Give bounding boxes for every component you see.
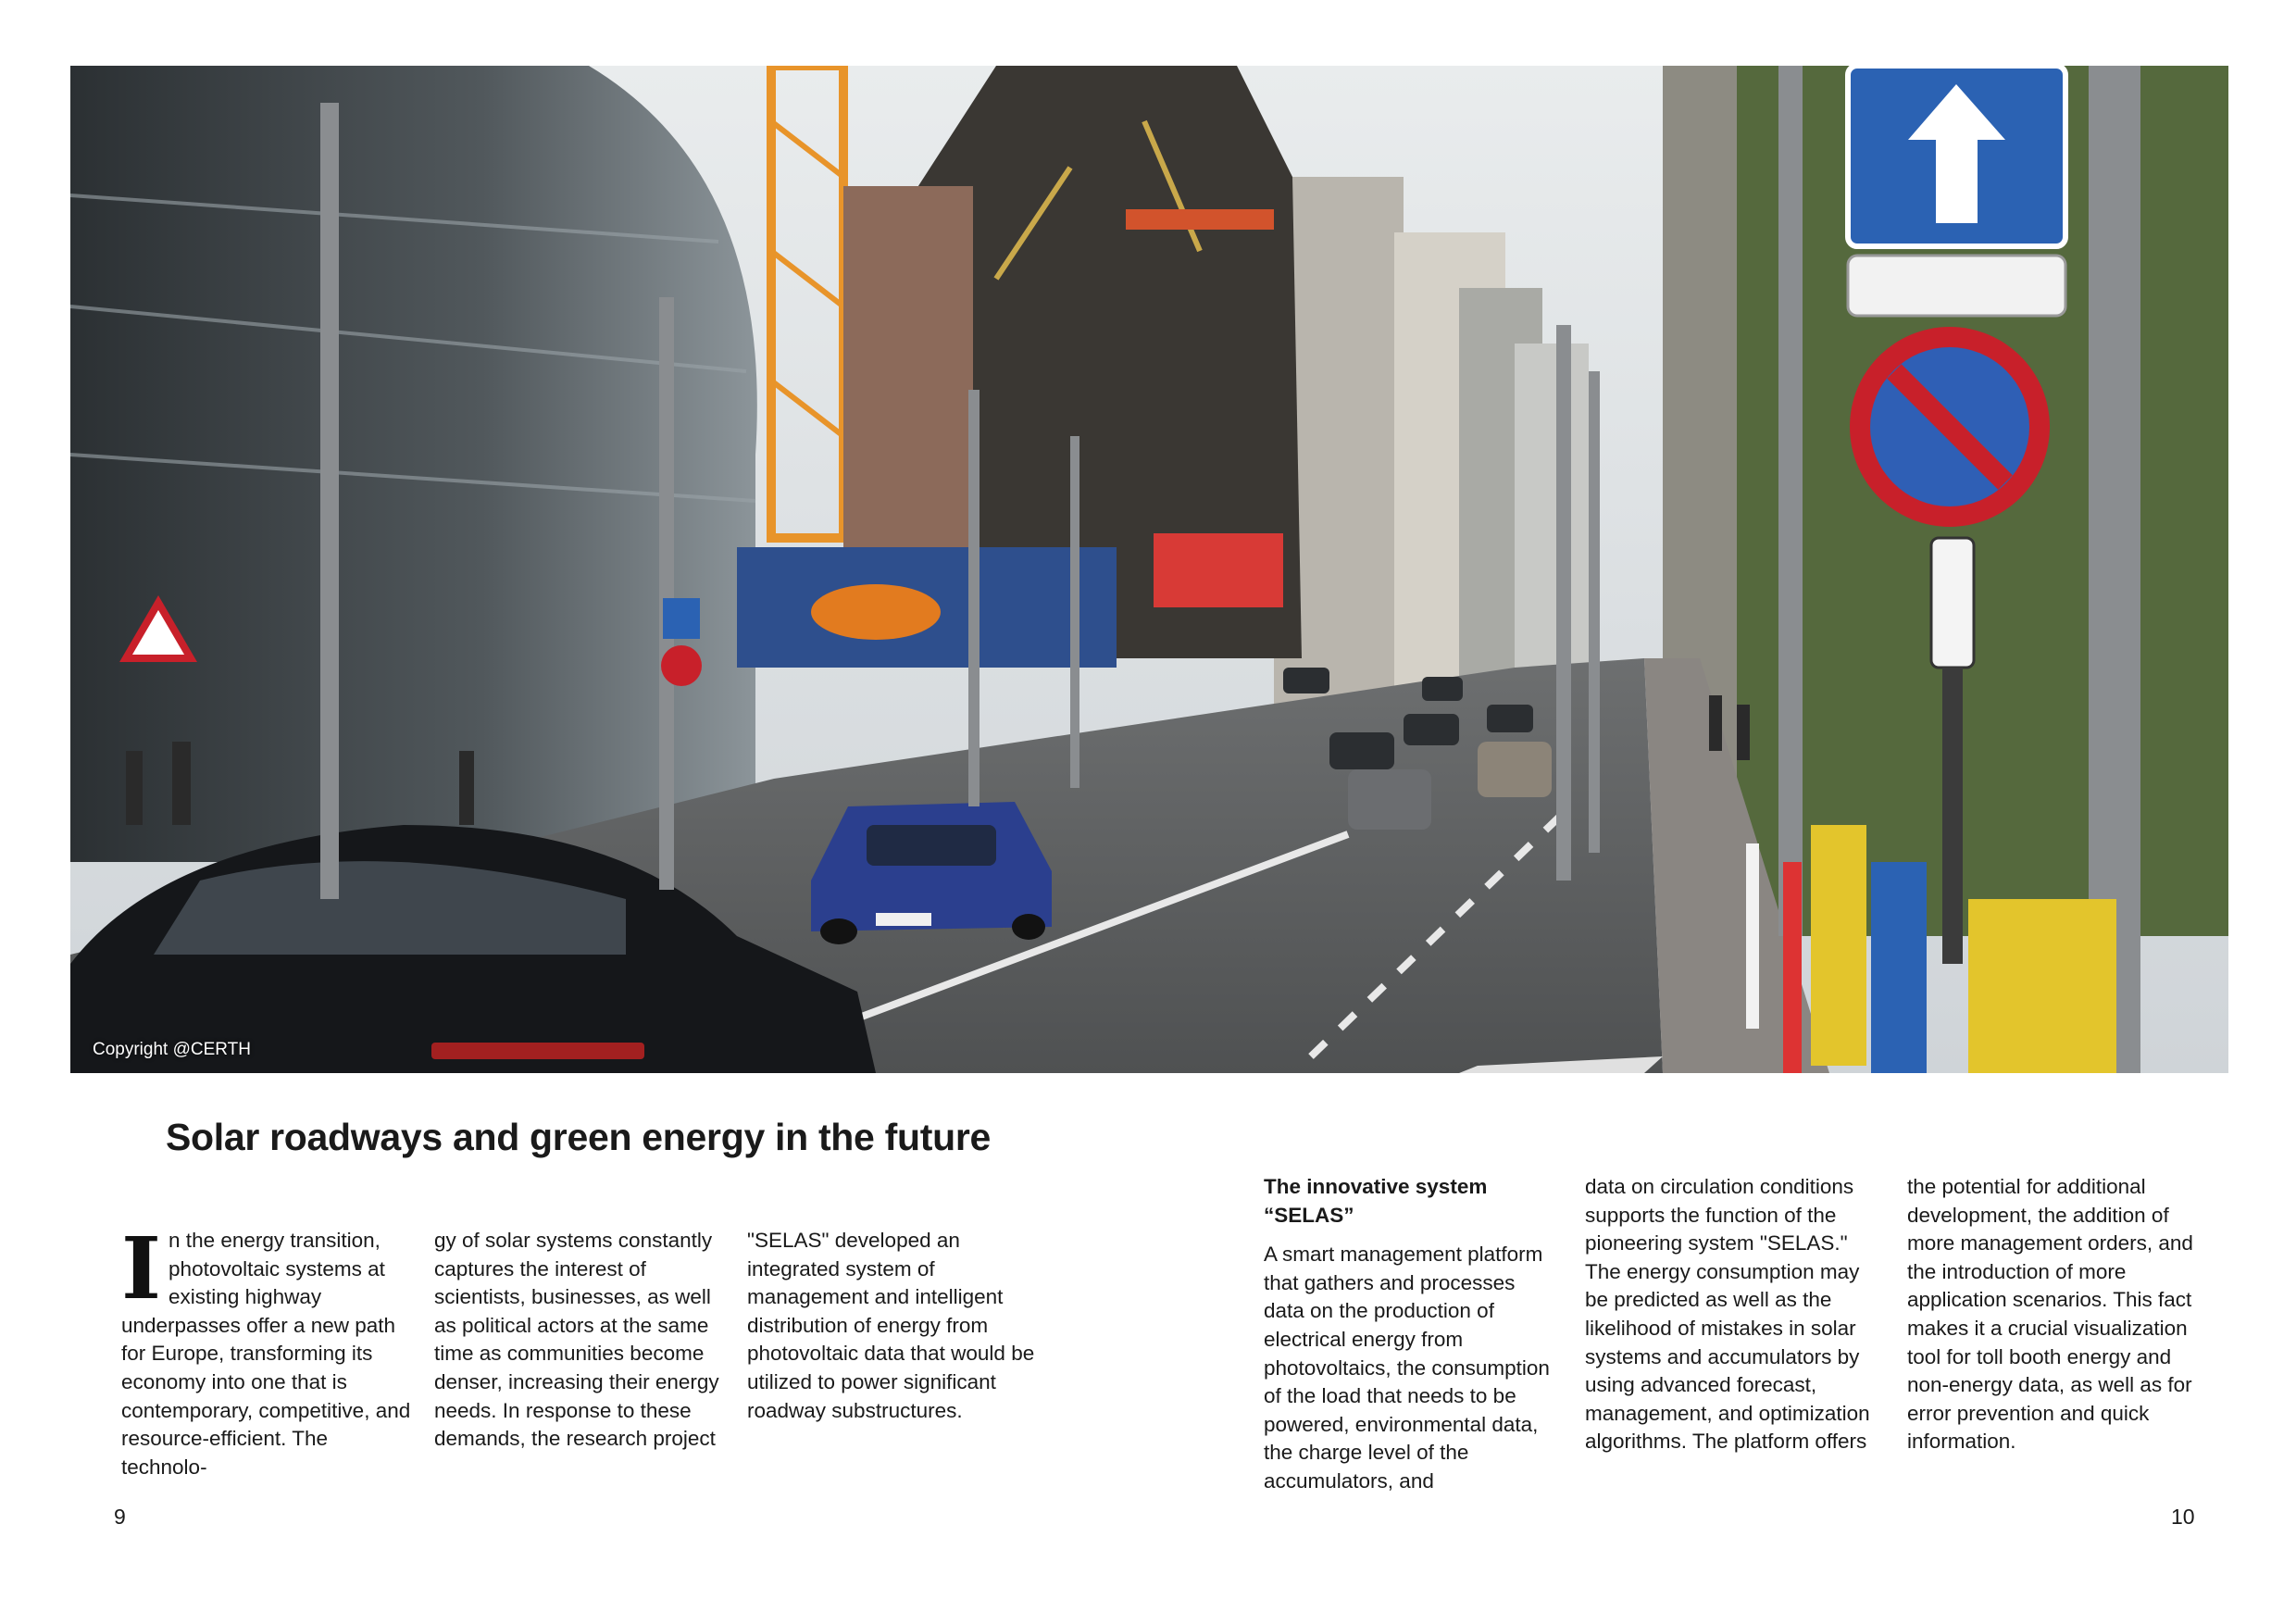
left-col1-text: n the energy transition, photovoltaic systems at existing highway underpasses offer a new path for Europe, transforming its economy into one that is contemporary, competitive, and resource-efficient. The technolo- xyxy=(121,1229,411,1479)
street-photo xyxy=(70,66,2228,1073)
right-column-1 xyxy=(1264,1173,1558,1496)
left-col3-text: "SELAS" developed an integrated system of management and intelligent distribution of energy from photovoltaic data that would be utilized to power significant roadway substructures. xyxy=(747,1229,1035,1422)
page-number-right: 10 xyxy=(2171,1505,2195,1529)
left-column-1 xyxy=(121,1218,416,1481)
page-number-left: 9 xyxy=(114,1505,126,1529)
right-column-3 xyxy=(1907,1173,2202,1456)
left-column-2 xyxy=(434,1227,729,1454)
left-col2-text: gy of solar systems constantly captures the interest of scientists, businesses, as well as political actors at the same time as communities become denser, increasing their energy needs. In response to these demands, the research project xyxy=(434,1229,719,1451)
street-scene-illustration xyxy=(70,66,2228,1073)
right-col2-text: data on circulation conditions supports the function of the pioneering system "SELAS." The energy consumption may be predicted as well as the likelihood of mistakes in solar systems and accumulators by using advanced forecast, management, and optimization algorithms. The platform offers xyxy=(1585,1175,1870,1454)
drop-cap: I xyxy=(121,1218,162,1318)
right-column-2 xyxy=(1585,1173,1879,1456)
right-col3-text: the potential for additional development, the addition of more management orders, and the introduction of more application scenarios. This fact makes it a crucial visualization tool for toll booth energy and non-energy data, as well as for error prevention and quick information. xyxy=(1907,1175,2193,1454)
photo-copyright: Copyright @CERTH xyxy=(93,1040,251,1059)
left-column-3 xyxy=(747,1227,1042,1425)
right-col1-text: A smart management platform that gathers and processes data on the production of electrical energy from photovoltaics, the consumption of the load that needs to be powered, environmental data, the charge level of the accumulators, and xyxy=(1264,1243,1550,1493)
section-subheading: The innovative system “SELAS” xyxy=(1264,1175,1488,1227)
article-title: Solar roadways and green energy in the future xyxy=(166,1116,992,1158)
